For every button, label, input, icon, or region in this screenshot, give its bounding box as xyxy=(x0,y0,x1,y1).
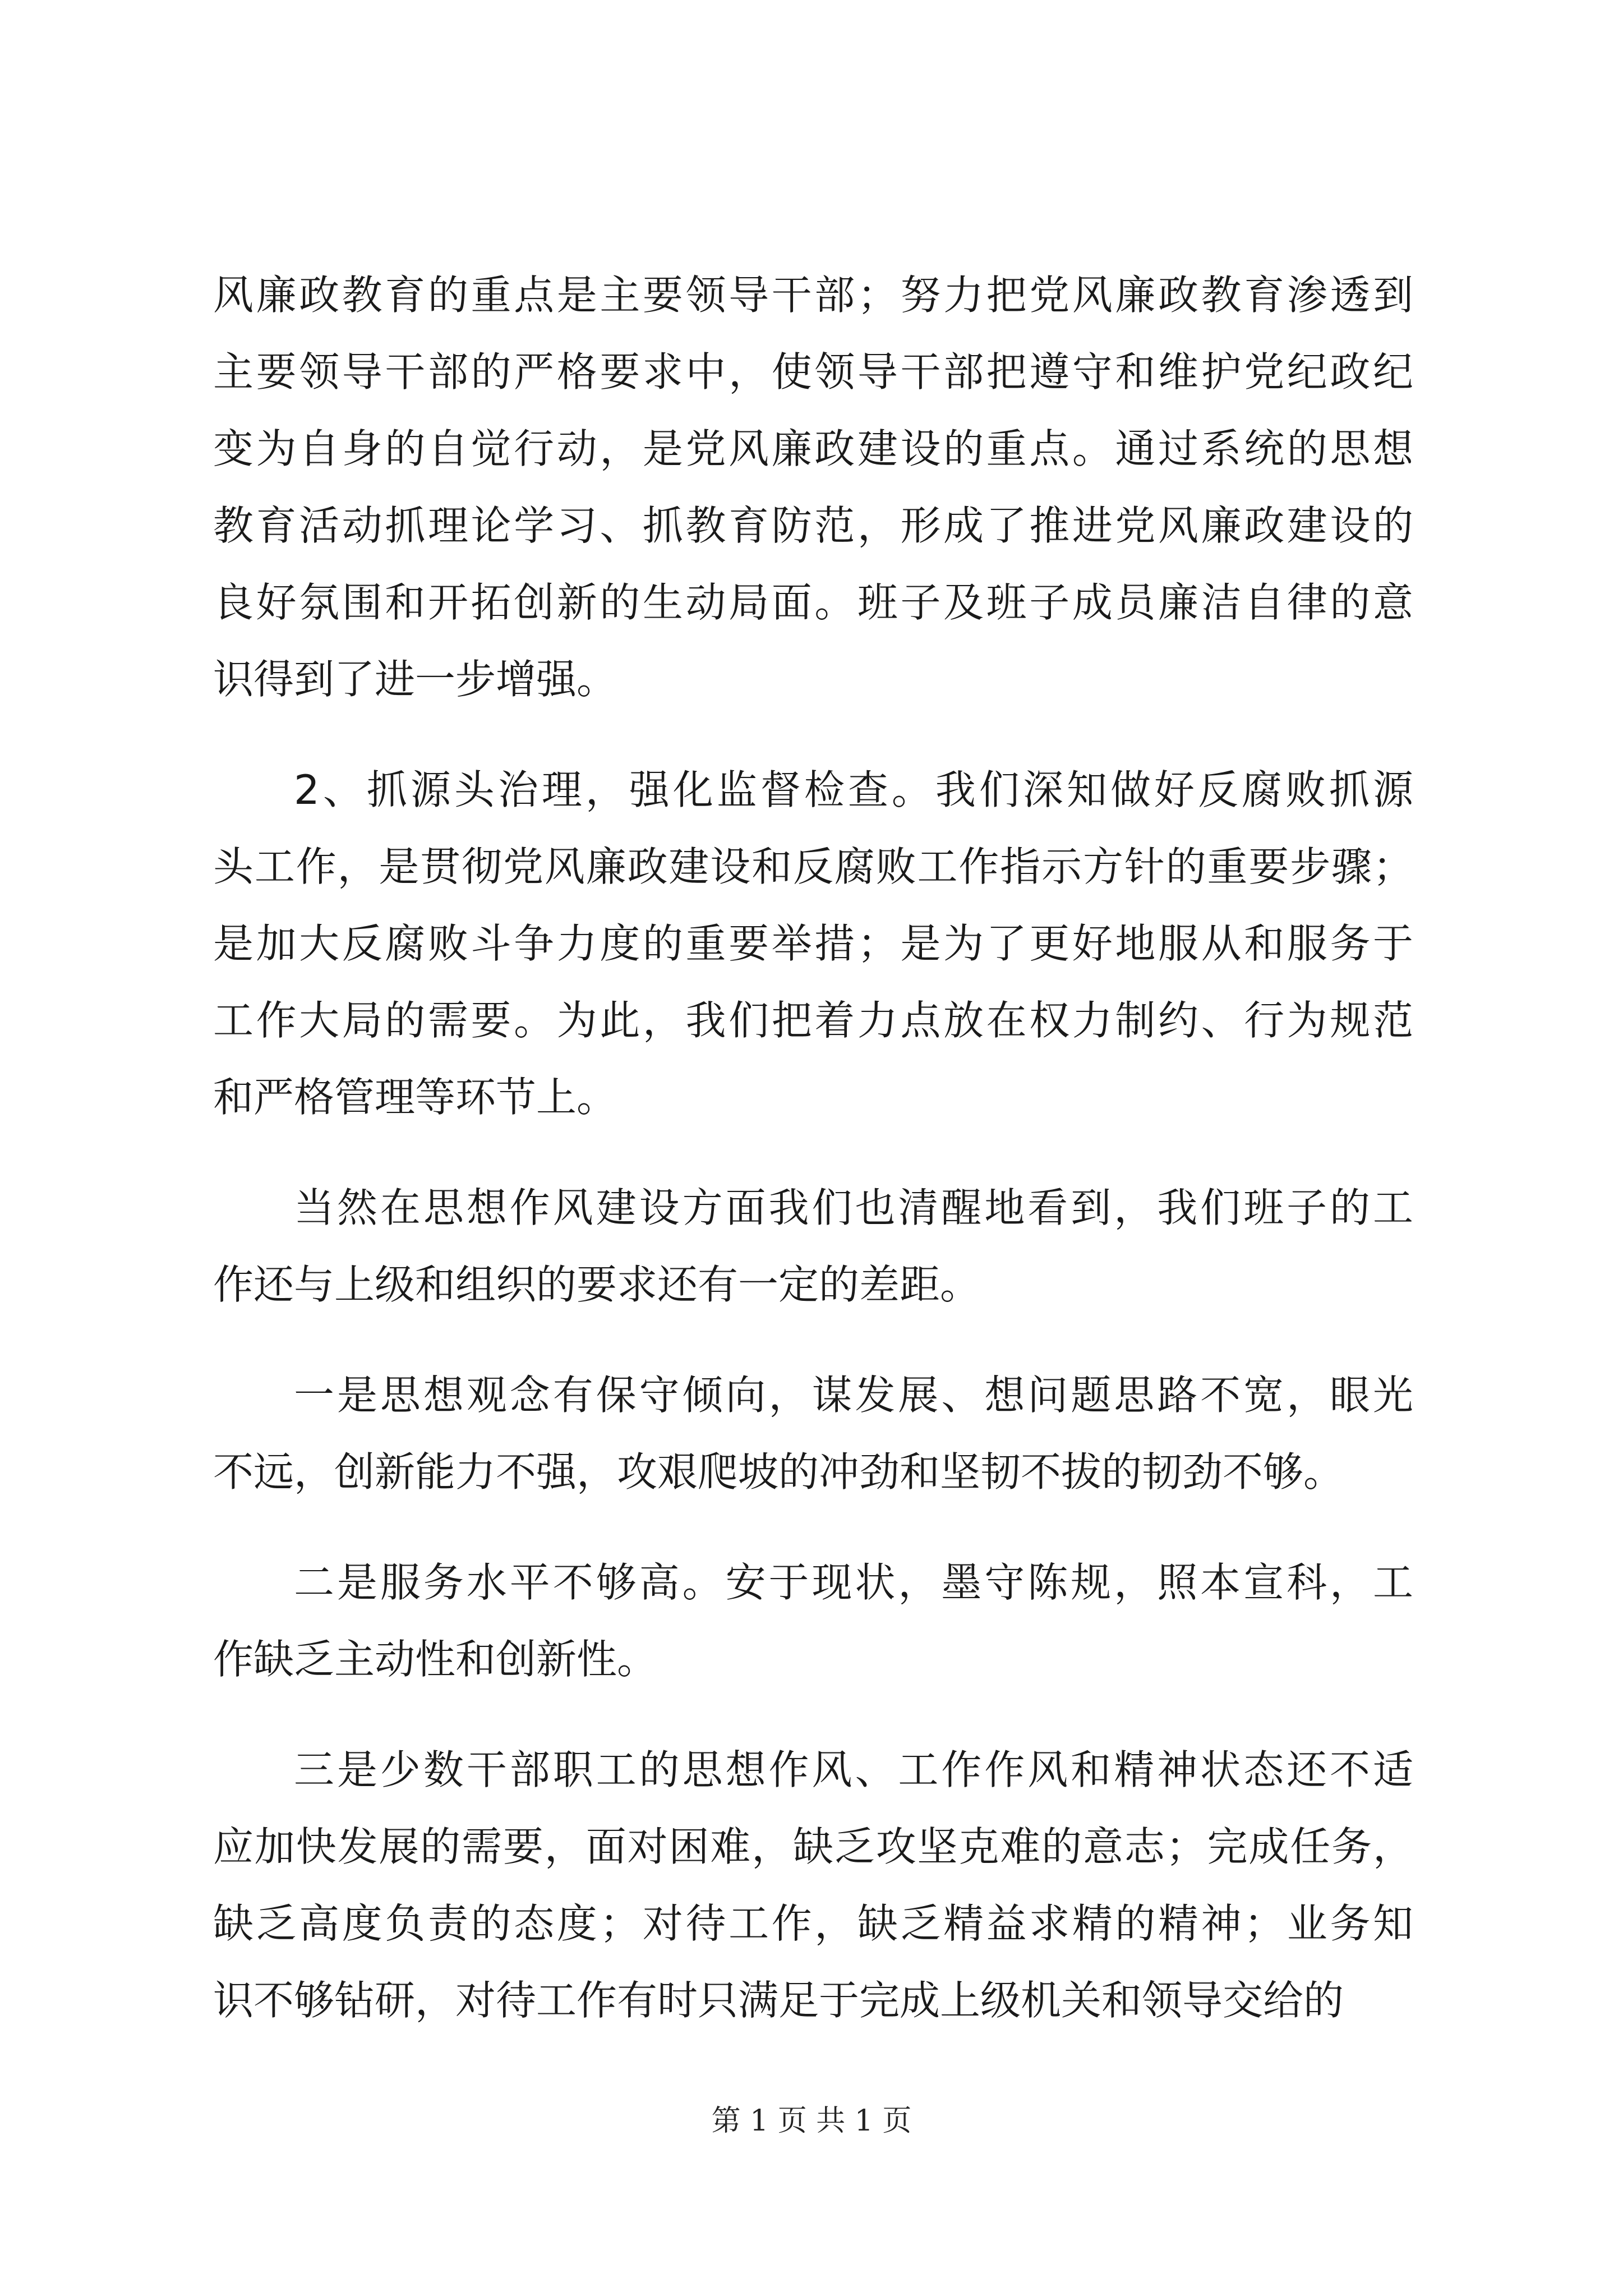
paragraph-line: 是加大反腐败斗争力度的重要举措；是为了更好地服从和服务于 xyxy=(213,920,1413,967)
paragraph xyxy=(213,1357,1413,1511)
paragraph-gap xyxy=(213,1323,1413,1357)
paragraph-line: 良好氛围和开拓创新的生动局面。班子及班子成员廉洁自律的意 xyxy=(213,579,1413,626)
paragraph-line: 工作大局的需要。为此，我们把着力点放在权力制约、行为规范 xyxy=(213,997,1413,1044)
paragraph-line: 教育活动抓理论学习、抓教育防范，形成了推进党风廉政建设的 xyxy=(213,502,1413,549)
paragraph-gap xyxy=(213,1511,1413,1544)
paragraph-line: 2、抓源头治理，强化监督检查。我们深知做好反腐败抓源 xyxy=(294,766,1413,813)
paragraph-gap xyxy=(213,1698,1413,1732)
paragraph-line: 变为自身的自觉行动，是党风廉政建设的重点。通过系统的思想 xyxy=(213,425,1413,472)
paragraph-gap xyxy=(213,718,1413,752)
paragraph xyxy=(213,1170,1413,1323)
paragraph-line: 不远，创新能力不强，攻艰爬坡的冲劲和坚韧不拔的韧劲不够。 xyxy=(213,1448,1344,1496)
paragraph xyxy=(213,1732,1413,2039)
paragraph-line: 应加快发展的需要，面对困难，缺乏攻坚克难的意志；完成任务， xyxy=(213,1823,1413,1870)
paragraph-line: 和严格管理等环节上。 xyxy=(213,1074,617,1121)
paragraph-line: 一是思想观念有保守倾向，谋发展、想问题思路不宽，眼光 xyxy=(294,1372,1413,1419)
paragraph-line: 头工作，是贯彻党风廉政建设和反腐败工作指示方针的重要步骤； xyxy=(213,843,1413,890)
paragraph-line: 当然在思想作风建设方面我们也清醒地看到，我们班子的工 xyxy=(294,1184,1413,1231)
paragraph-line: 三是少数干部职工的思想作风、工作作风和精神状态还不适 xyxy=(294,1746,1413,1793)
paragraph-line: 作还与上级和组织的要求还有一定的差距。 xyxy=(213,1261,981,1308)
paragraph-line: 风廉政教育的重点是主要领导干部；努力把党风廉政教育渗透到 xyxy=(213,272,1413,319)
paragraph-gap xyxy=(213,1136,1413,1170)
paragraph-line: 作缺乏主动性和创新性。 xyxy=(213,1636,658,1683)
paragraph xyxy=(213,1544,1413,1698)
paragraph-line: 二是服务水平不够高。安于现状，墨守陈规，照本宣科，工 xyxy=(294,1559,1413,1606)
page-footer: 第 1 页 共 1 页 xyxy=(711,2104,912,2138)
paragraph xyxy=(213,257,1413,718)
paragraph-line: 缺乏高度负责的态度；对待工作，缺乏精益求精的精神；业务知 xyxy=(213,1900,1413,1947)
paragraph xyxy=(213,752,1413,1136)
document-body xyxy=(213,257,1413,2039)
paragraph-line: 识不够钻研，对待工作有时只满足于完成上级机关和领导交给的 xyxy=(213,1977,1344,2024)
paragraph-line: 主要领导干部的严格要求中，使领导干部把遵守和维护党纪政纪 xyxy=(213,348,1413,395)
paragraph-line: 识得到了进一步增强。 xyxy=(213,656,617,703)
